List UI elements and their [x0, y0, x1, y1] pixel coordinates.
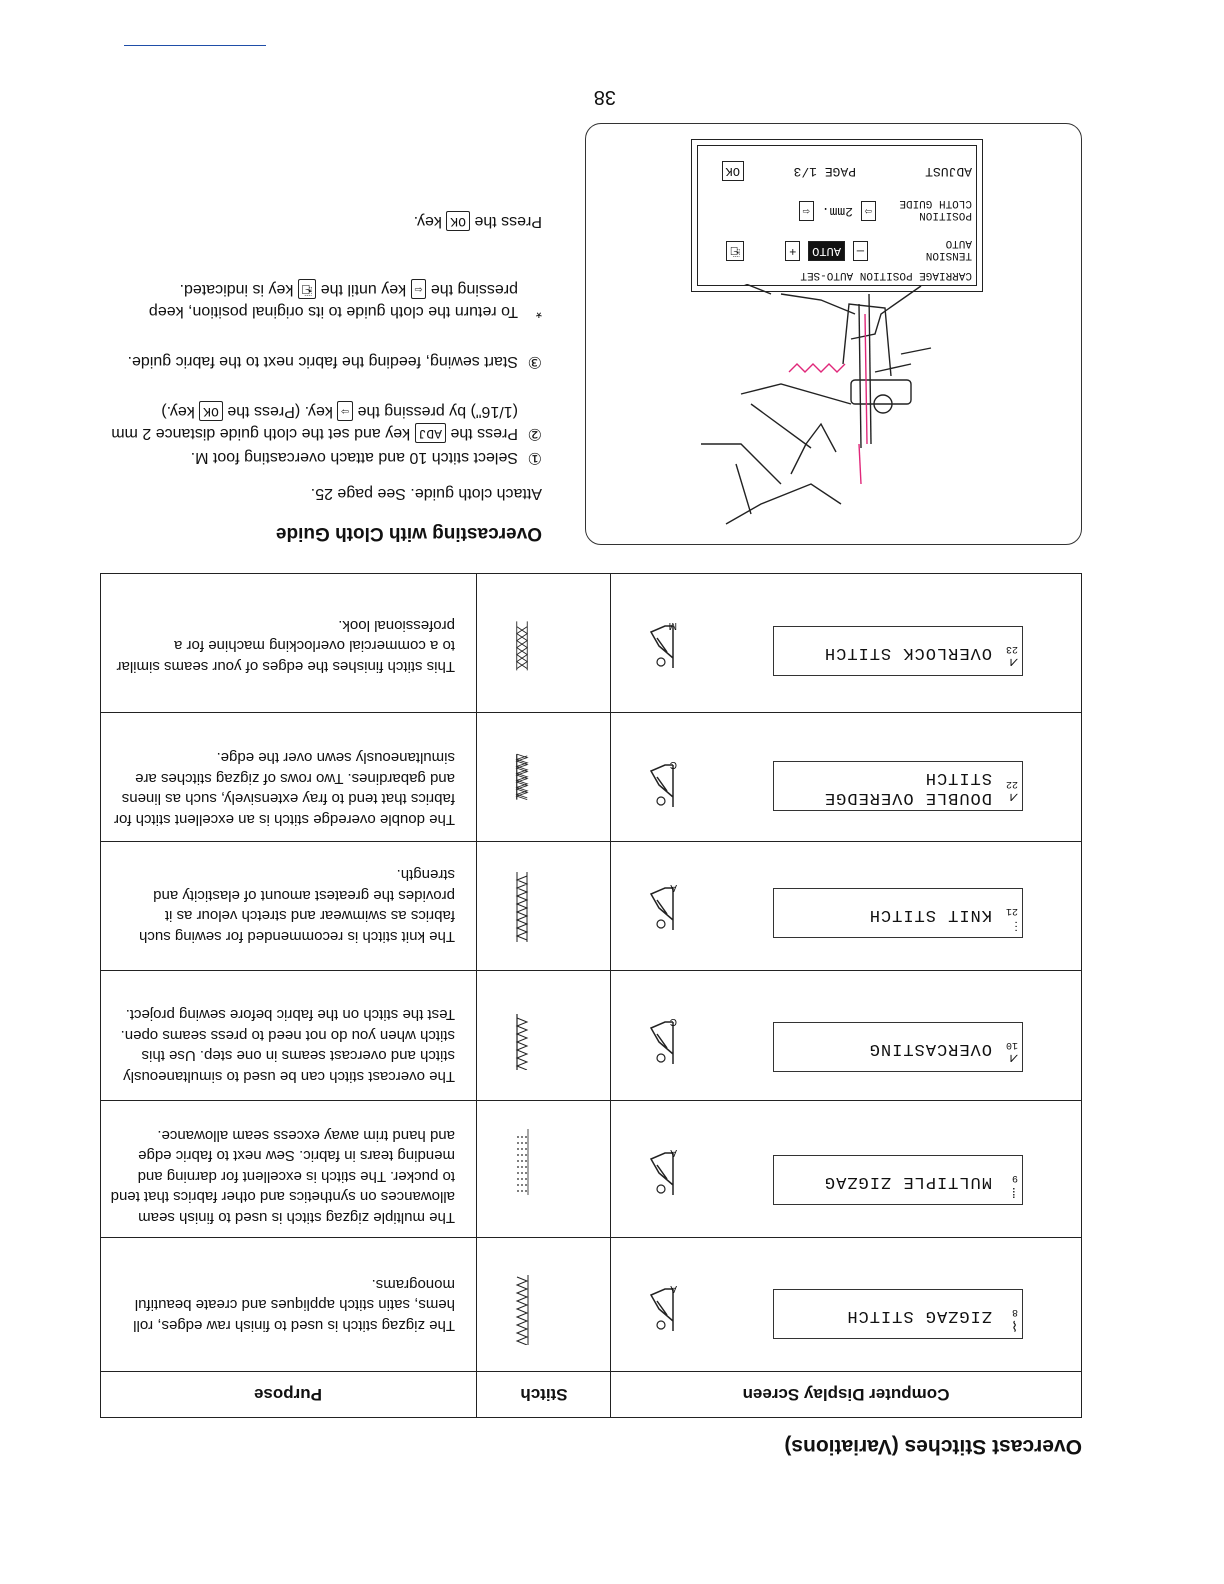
zigzag-stitch-sample — [515, 1273, 529, 1345]
ok-key: OK — [446, 211, 470, 231]
purpose-text: The overcast stitch can be used to simultaneously stitch and overcast seams in one step. Use this stitch when you do not need to press seams open. Test the stitch on the fabric before sewing project. — [120, 1006, 455, 1085]
stitch-name: OVERCASTING — [868, 1039, 992, 1058]
stitch-name: OVERLOCK STITCH — [823, 643, 992, 662]
stitch-number: 8 — [1011, 1306, 1018, 1317]
lcd-frame — [774, 675, 1022, 676]
table-row — [101, 841, 1081, 970]
left-arrow-key: ⇦ — [411, 279, 427, 299]
step-marker: ③ — [527, 353, 542, 370]
foot-letter: M — [668, 620, 677, 631]
plus-button[interactable]: + — [785, 241, 800, 261]
multiple-zigzag-stitch-sample — [515, 1127, 529, 1195]
lcd-screen — [773, 626, 1023, 676]
thread-path — [789, 314, 867, 484]
text-run: key is indicated. — [179, 281, 294, 298]
left-arrow-button[interactable]: ⇦ — [799, 201, 814, 221]
text-run: key. — [413, 213, 442, 230]
lcd-adjust-screen — [697, 145, 977, 286]
presser-foot-icon — [641, 1016, 681, 1068]
auto-tension-label — [926, 237, 972, 261]
foot-letter: A — [670, 882, 677, 893]
dotted-zigzag-pattern-icon: ⁞ — [1009, 1183, 1018, 1199]
table-row — [101, 712, 1081, 841]
knit-pattern-icon: ⫶ — [1014, 916, 1018, 932]
step-marker: ② — [527, 425, 542, 442]
lcd-frame — [774, 1204, 1022, 1205]
page-title: Overcast Stitches (Variations) — [784, 1435, 1082, 1458]
overcast-pattern-icon: ⩘ — [1010, 1050, 1018, 1066]
position-text: POSITION — [919, 209, 972, 221]
header-purpose: Purpose — [253, 1385, 323, 1404]
overlock-stitch-sample — [515, 616, 529, 674]
ok-label: OK — [722, 161, 744, 181]
lcd-screen — [773, 888, 1023, 938]
zigzag-pattern-icon: ⌇ — [1011, 1316, 1018, 1332]
carriage-label: CARRIAGE POSITION AUTO-SET — [800, 269, 972, 281]
page-indicator: PAGE 1/3 — [793, 164, 856, 179]
header-stitch: Stitch — [520, 1385, 568, 1404]
step-text — [106, 400, 518, 444]
table-row — [101, 1237, 1081, 1371]
double-overedge-pattern-icon: ⩘ — [1010, 789, 1018, 805]
overlock-pattern-icon: ⩘ — [1010, 654, 1018, 670]
table-header — [101, 1371, 1081, 1417]
knit-stitch-sample — [515, 870, 529, 942]
purpose-text: The multiple zigzag stitch is used to finish seam allowances on synthetics and other fabrics that tend to pucker. The stitch is excellent for darning and mending tears in fabric. Sew next to fabric edge and hand trim away excess seam allowance. — [110, 1127, 455, 1226]
return-key: ⎗ — [298, 279, 316, 299]
presser-foot-icon — [641, 759, 681, 811]
overcast-stitch-sample — [515, 1012, 529, 1070]
distance-controls — [799, 201, 876, 221]
presser-foot-icon — [641, 620, 681, 672]
machine-illustration — [584, 284, 1081, 544]
tension-text: TENSION — [925, 249, 972, 261]
distance-value: 2mm. — [821, 204, 853, 219]
stitch-number: 10 — [1005, 1039, 1018, 1050]
text-run: key and set the cloth guide distance 2 mm (1/16") by pressing the — [111, 403, 518, 442]
stitch-name: MULTIPLE ZIGZAG — [823, 1172, 992, 1191]
lcd-frame — [774, 1071, 1022, 1072]
table-row — [101, 970, 1081, 1100]
stitch-number: 21 — [1005, 905, 1018, 916]
step-marker: ① — [527, 449, 542, 466]
header-screen: Computer Display Screen — [742, 1385, 950, 1404]
foot-letter: A — [670, 1283, 677, 1294]
stitch-name — [824, 767, 992, 807]
step-text: Select stitch 10 and attach overcasting foot M. — [190, 449, 518, 466]
presser-foot-icon — [641, 1147, 681, 1199]
cloth-guide-title: Overcasting with Cloth Guide — [275, 523, 542, 544]
table-row — [101, 575, 1081, 712]
lcd-adjust-panel — [691, 139, 983, 292]
text-run: key.) — [161, 403, 195, 420]
ok-key: OK — [199, 401, 223, 421]
page-number: 38 — [593, 86, 616, 108]
cloth-guide-text: CLOTH GUIDE — [899, 197, 972, 209]
double-overedge-stitch-sample — [515, 749, 529, 803]
stitch-name: ZIGZAG STITCH — [846, 1306, 992, 1325]
lcd-screen — [773, 1289, 1023, 1339]
stitch-name: KNIT STITCH — [868, 905, 992, 924]
cloth-guide-label — [899, 197, 972, 221]
text-run: Press the — [450, 425, 518, 442]
lcd-screen — [773, 1022, 1023, 1072]
adj-key: ADJ — [415, 423, 446, 443]
lcd-frame — [774, 810, 1022, 811]
purpose-text: The double overedge stitch is an excellent stitch for fabrics that tend to fray extensively, such as linens and gabardines. Two rows of zigzag stitches are simultaneously sewn over the edge. — [113, 749, 455, 828]
cloth-guide-intro: Attach cloth guide. See page 25. — [310, 485, 542, 502]
lcd-frame — [774, 1338, 1022, 1339]
text-run: key until the — [320, 281, 407, 298]
lcd-screen — [773, 1155, 1023, 1205]
note-marker: * — [535, 303, 542, 320]
purpose-text: The zigzag stitch is used to finish raw edges, roll hems, satin stitch appliques and create beautiful monograms. — [133, 1276, 455, 1334]
auto-text: AUTO — [945, 237, 972, 249]
presser-foot-icon — [641, 1283, 681, 1335]
return-button[interactable] — [726, 241, 744, 261]
stitch-number: 22 — [1005, 778, 1018, 789]
text-run: To return the cloth guide to its original position, keep pressing the — [148, 281, 518, 320]
text-run: key. (Press the — [227, 403, 333, 420]
tension-buttons — [785, 241, 868, 261]
stitch-number: 23 — [1005, 643, 1018, 654]
stitch-table — [100, 573, 1082, 1418]
stitch-name-line: DOUBLE OVEREDGE — [823, 788, 992, 807]
stitch-number: 9 — [1011, 1172, 1018, 1183]
return-icon: ⎗ — [726, 241, 744, 261]
final-instruction — [102, 210, 542, 232]
lcd-frame — [774, 937, 1022, 938]
note-text — [106, 278, 518, 322]
foot-letter: C — [669, 1016, 677, 1027]
purpose-text: The knit stitch is recommended for sewing such fabrics as swimwear and stretch velour as it provides the greatest amount of elasticity and strength. — [139, 866, 455, 945]
lcd-screen — [773, 761, 1023, 811]
auto-button[interactable]: AUTO — [808, 241, 845, 261]
purpose-text: This stitch finishes the edges of your seams similar to a commercial overlocking machine for a professional look. — [116, 617, 455, 675]
decorative-rule — [124, 45, 266, 46]
right-arrow-key: ⇨ — [337, 401, 353, 421]
cloth-guide-figure — [585, 123, 1082, 545]
minus-button[interactable]: — — [853, 241, 868, 261]
adjust-label: ADJUST — [925, 164, 972, 179]
presser-foot-icon — [641, 882, 681, 934]
stitch-name-line: STITCH — [924, 768, 992, 787]
right-arrow-button[interactable]: ⇨ — [861, 201, 876, 221]
foot-letter: C — [669, 759, 677, 770]
table-row — [101, 1100, 1081, 1237]
text-run: Press the — [474, 213, 542, 230]
step-text: Start sewing, feeding the fabric next to the fabric guide. — [127, 353, 518, 370]
foot-letter: A — [670, 1147, 677, 1158]
ok-button[interactable] — [722, 161, 744, 181]
